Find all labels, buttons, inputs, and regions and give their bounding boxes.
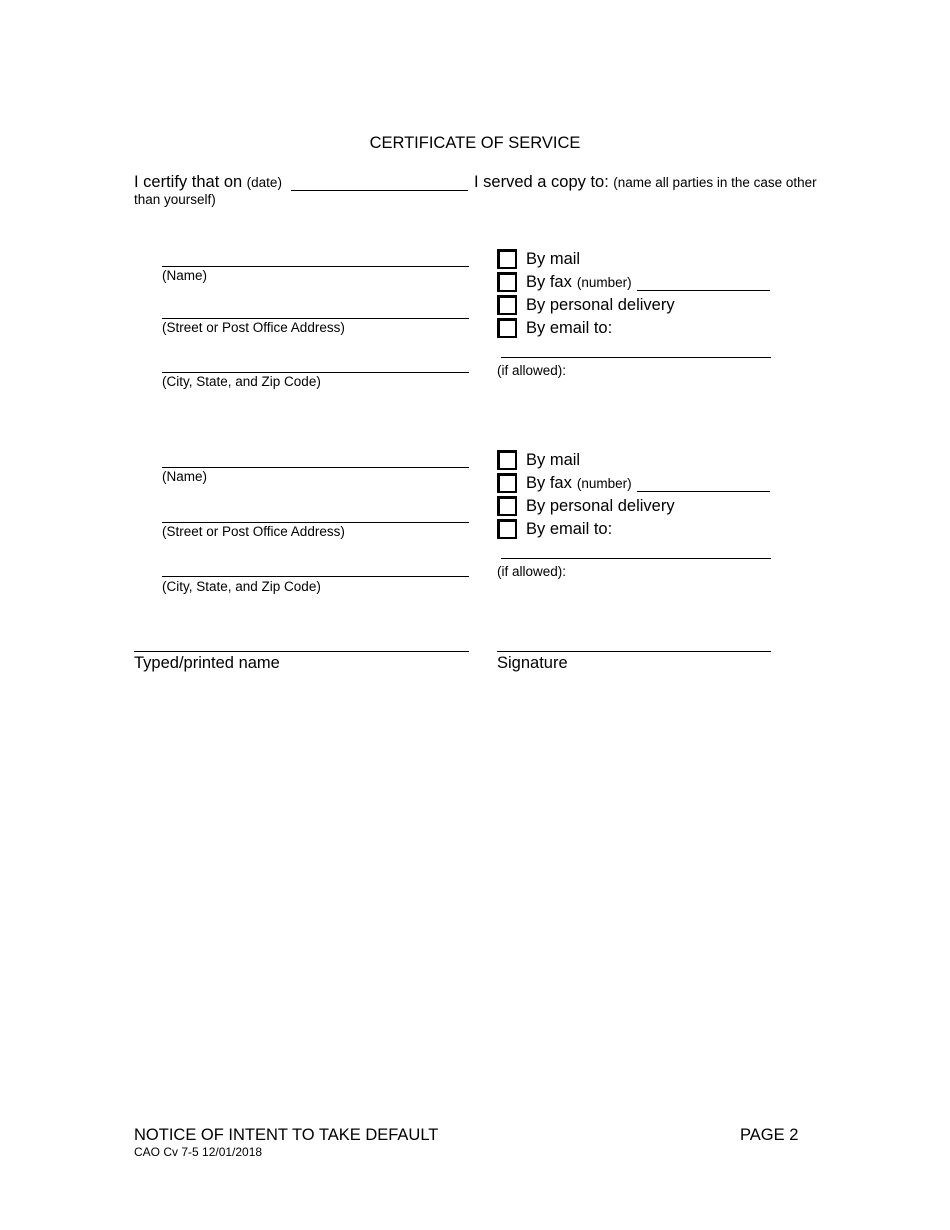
party-2-method-personal[interactable]	[497, 495, 675, 517]
party-1-fax-number-field[interactable]	[637, 290, 770, 291]
party-1-fax-checkbox[interactable]	[497, 272, 517, 292]
party-1-email-checkbox[interactable]	[497, 318, 517, 338]
parties-hint-continued: than yourself)	[134, 192, 216, 207]
footer-form-code: CAO Cv 7-5 12/01/2018	[134, 1145, 263, 1159]
party-2-city-field[interactable]	[162, 576, 469, 577]
party-1-email-field[interactable]	[501, 357, 771, 358]
party-2-personal-checkbox[interactable]	[497, 496, 517, 516]
party-1-name-field[interactable]	[162, 266, 469, 267]
party-2-email-checkbox[interactable]	[497, 519, 517, 539]
party-2-method-fax[interactable]	[497, 472, 770, 494]
party-2-fax-label: By fax	[526, 473, 572, 492]
party-1-method-email[interactable]	[497, 317, 612, 339]
party-2-mail-label: By mail	[526, 450, 581, 469]
signature-field[interactable]	[497, 651, 771, 652]
served-label: I served a copy to:	[474, 173, 609, 191]
party-1-method-personal[interactable]	[497, 294, 675, 316]
party-1-if-allowed: (if allowed):	[497, 363, 567, 378]
party-2-name-label: (Name)	[162, 469, 208, 484]
party-2-fax-checkbox[interactable]	[497, 473, 517, 493]
party-1-method-mail[interactable]	[497, 248, 580, 270]
party-2-mail-checkbox[interactable]	[497, 450, 517, 470]
party-1-city-label: (City, State, and Zip Code)	[162, 374, 321, 389]
party-1-city-field[interactable]	[162, 372, 469, 373]
party-1-street-field[interactable]	[162, 318, 469, 319]
party-2-if-allowed: (if allowed):	[497, 564, 567, 579]
party-1-email-label: By email to:	[526, 318, 613, 337]
signature-label: Signature	[497, 654, 568, 672]
certify-prefix: I certify that on	[134, 173, 243, 191]
party-2-method-email[interactable]	[497, 518, 612, 540]
party-1-name-label: (Name)	[162, 268, 208, 283]
party-2-fax-number-field[interactable]	[637, 491, 770, 492]
party-2-fax-hint: (number)	[576, 475, 632, 491]
service-date-field[interactable]	[291, 190, 468, 191]
typed-name-label: Typed/printed name	[134, 654, 280, 672]
party-2-name-field[interactable]	[162, 467, 469, 468]
party-2-street-label: (Street or Post Office Address)	[162, 524, 345, 539]
footer-page-number: PAGE 2	[740, 1126, 799, 1144]
served-statement	[474, 173, 817, 192]
party-1-fax-label: By fax	[526, 272, 572, 291]
party-1-fax-hint: (number)	[576, 274, 632, 290]
party-2-personal-label: By personal delivery	[526, 496, 675, 515]
party-2-email-field[interactable]	[501, 558, 771, 559]
party-1-mail-label: By mail	[526, 249, 581, 268]
party-2-street-field[interactable]	[162, 522, 469, 523]
party-2-city-label: (City, State, and Zip Code)	[162, 579, 321, 594]
date-hint: (date)	[246, 175, 282, 190]
footer-form-title: NOTICE OF INTENT TO TAKE DEFAULT	[134, 1126, 439, 1144]
party-2-email-label: By email to:	[526, 519, 613, 538]
page-title: CERTIFICATE OF SERVICE	[369, 134, 581, 152]
parties-hint: (name all parties in the case other	[613, 175, 817, 190]
party-1-method-fax[interactable]	[497, 271, 770, 293]
typed-name-field[interactable]	[134, 651, 469, 652]
party-1-personal-label: By personal delivery	[526, 295, 675, 314]
party-1-personal-checkbox[interactable]	[497, 295, 517, 315]
certify-statement	[134, 173, 282, 192]
party-1-street-label: (Street or Post Office Address)	[162, 320, 345, 335]
party-2-method-mail[interactable]	[497, 449, 580, 471]
party-1-mail-checkbox[interactable]	[497, 249, 517, 269]
